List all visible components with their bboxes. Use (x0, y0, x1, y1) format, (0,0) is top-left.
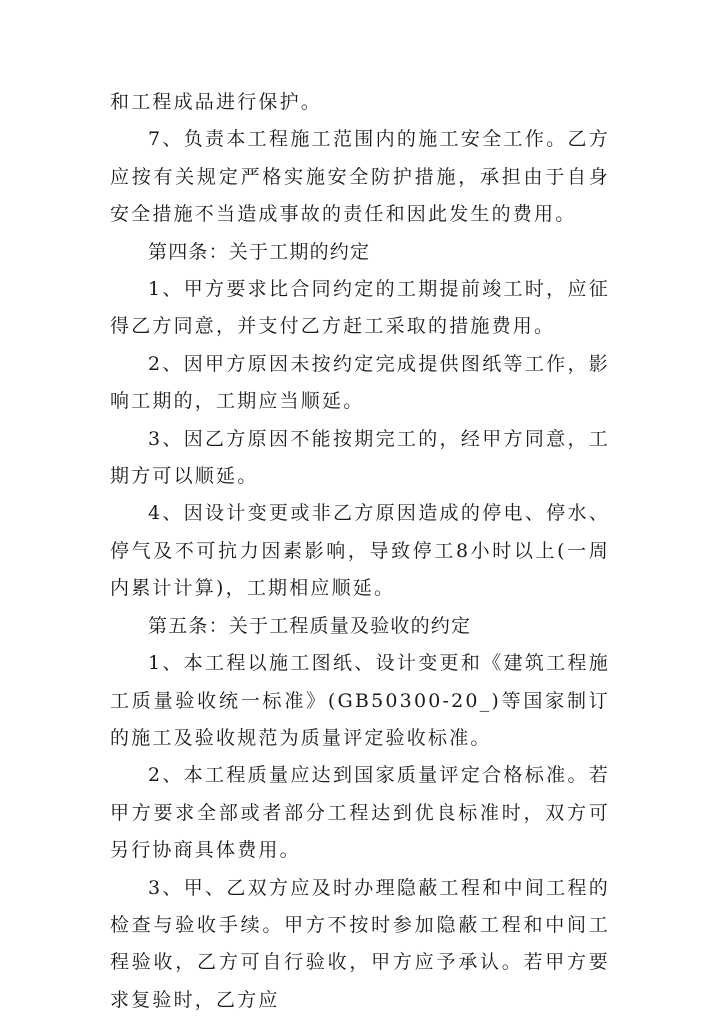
paragraph-item-2-quality-level: 2、本工程质量应达到国家质量评定合格标准。若甲方要求全部或者部分工程达到优良标准时，双方可另行协商具体费用。 (110, 764, 610, 862)
document-page (110, 84, 610, 1019)
paragraph-item-1-quality-standard: 1、本工程以施工图纸、设计变更和《建筑工程施工质量验收统一标准》(GB50300-20_)等国家制订的施工及验收规范为质量评定验收标准。 (110, 652, 610, 749)
paragraph-item-4-force-majeure: 4、因设计变更或非乙方原因造成的停电、停水、停气及不可抗力因素影响，导致停工8小时以上(一周内累计计算)，工期相应顺延。 (110, 502, 610, 600)
paragraph-item-7-safety: 7、负责本工程施工范围内的施工安全工作。乙方应按有关规定严格实施安全防护措施，承担由于自身安全措施不当造成事故的责任和因此发生的费用。 (110, 128, 610, 226)
section-heading-article-4: 第四条：关于工期的约定 (148, 240, 371, 263)
paragraph-item-3-hidden-works: 3、甲、乙双方应及时办理隐蔽工程和中间工程的检查与验收手续。甲方不按时参加隐蔽工程和中间工程验收，乙方可自行验收，甲方应予承认。若甲方要求复验时，乙方应 (110, 876, 610, 1011)
section-heading-article-5: 第五条：关于工程质量及验收的约定 (148, 614, 472, 637)
paragraph-item-3-party-b-delay: 3、因乙方原因不能按期完工的，经甲方同意，工期方可以顺延。 (110, 427, 610, 488)
paragraph-continuation: 和工程成品进行保护。 (110, 91, 323, 113)
paragraph-item-1-early-completion: 1、甲方要求比合同约定的工期提前竣工时，应征得乙方同意，并支付乙方赶工采取的措施费用。 (110, 278, 610, 338)
paragraph-item-2-party-a-delay: 2、因甲方原因未按约定完成提供图纸等工作，影响工期的，工期应当顺延。 (110, 352, 610, 413)
